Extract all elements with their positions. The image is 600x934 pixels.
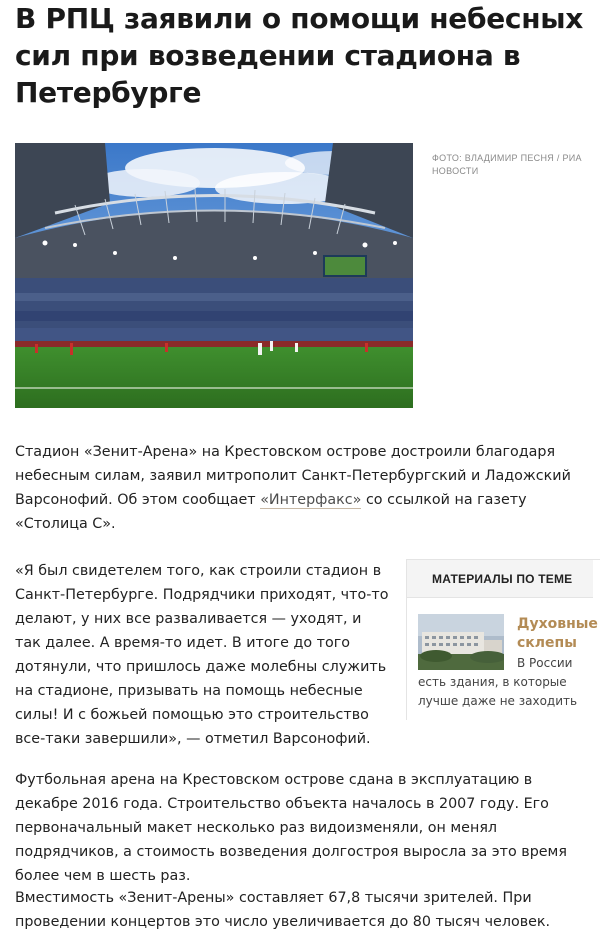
paragraph-3: Футбольная арена на Крестовском острове сдана в эксплуатацию в декабре 2016 года. Строительство объекта началось в 2007 году. Его первоначальный макет несколько раз видоизменяли, он менял подрядчиков, а стоимость возведения долгостроя выросла за это время более чем в шесть раз. bbox=[15, 772, 567, 884]
paragraph-2-quote: «Я был свидетелем того, как строили стадион в Санкт-Петербурге. Подрядчики приходят, что-то делают, у них все разваливается — уходят, и так далее. А время-то идет. В итоге до того дотянули, что пришлось даже молебны служить на стадионе, призывать на помощь небесные силы! И с божьей помощью это строительство все-таки завершили», — отметил Варсонофий. bbox=[15, 563, 389, 747]
paragraph-1-text-start: Стадион «Зенит-Арена» на Крестовском острове достроили благодаря небесным силам, заявил митрополит Санкт-Петербургский и Ладожский Варсонофий. Об этом сообщает bbox=[15, 444, 571, 508]
stadium-photo bbox=[15, 143, 413, 408]
related-item-lead: В России есть здания, в которые лучше даже не заходить bbox=[418, 656, 578, 708]
related-materials-header bbox=[407, 560, 593, 598]
related-materials-heading: МАТЕРИАЛЫ ПО ТЕМЕ bbox=[432, 572, 573, 586]
paragraph-1-text-end: со ссылкой на газету «Столица С». bbox=[15, 492, 527, 532]
related-item-title[interactable]: Духовные склепы bbox=[517, 616, 598, 651]
article-title: В РПЦ заявили о помощи небесных сил при возведении стадиона в Петербурге bbox=[15, 2, 584, 109]
related-materials-box bbox=[406, 559, 600, 720]
paragraph-1 bbox=[15, 440, 590, 536]
interfax-link[interactable]: «Интерфакс» bbox=[260, 492, 362, 508]
photo-credit: ФОТО: ВЛАДИМИР ПЕСНЯ / РИА НОВОСТИ bbox=[432, 153, 582, 176]
paragraph-4: Вместимость «Зенит-Арены» составляет 67,8 тысячи зрителей. При проведении концертов это число увеличивается до 80 тысяч человек. bbox=[15, 890, 551, 930]
